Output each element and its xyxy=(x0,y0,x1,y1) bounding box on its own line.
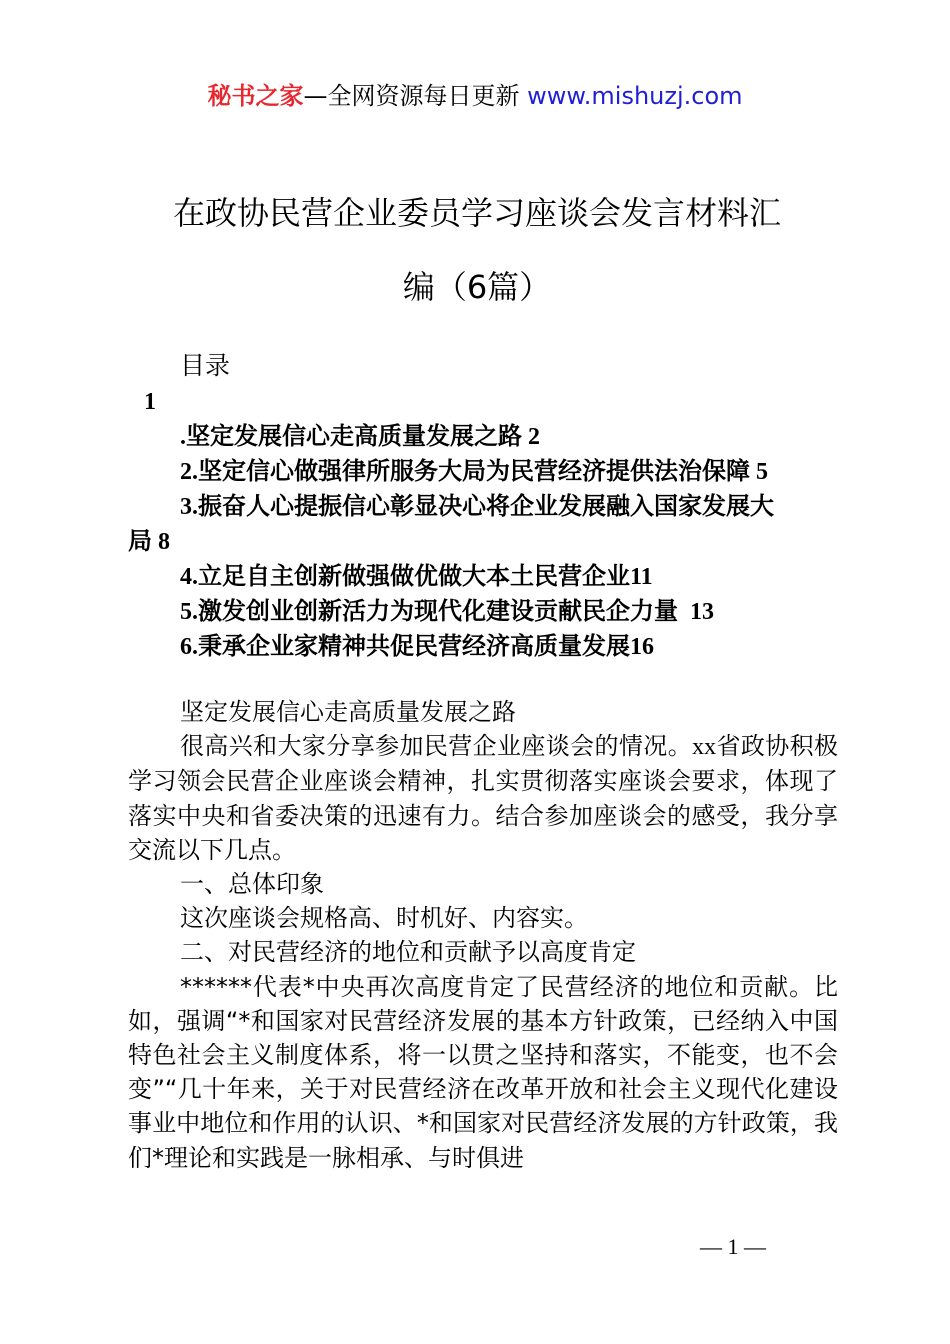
section-title: 坚定发展信心走高质量发展之路 xyxy=(180,698,516,726)
toc-item-page: 11 xyxy=(630,564,653,590)
toc-item-page: 5 xyxy=(750,459,768,485)
toc-item-4[interactable] xyxy=(128,559,848,594)
toc-item-prefix: 2. xyxy=(180,459,198,485)
toc-item-6[interactable] xyxy=(128,629,848,664)
paragraph-impression: 这次座谈会规格高、时机好、内容实。 xyxy=(180,904,588,933)
toc-item-text-continued: 局 xyxy=(128,527,152,555)
site-header xyxy=(0,80,950,112)
paragraph-intro xyxy=(128,729,838,867)
toc-item-prefix: 4. xyxy=(180,564,198,590)
toc-item-page: 13 xyxy=(678,599,714,625)
toc-item-1[interactable] xyxy=(128,419,848,454)
paragraph-affirmation: ******代表*中央再次高度肯定了民营经济的地位和贡献。比如，强调“*和国家对民营经济发展的基本方针政策，已经纳入中国特色社会主义制度体系，将一以贯之坚持和落实，不能变，也不会变”“几十年来，关于对民营经济在改革开放和社会主义现代化建设事业中地位和作用的认识、*和国家对民营经济发展的方针政策，我们*理论和实践是一脉相承、与时俱进 xyxy=(128,972,838,1172)
site-url-link[interactable]: www.mishuzj.com xyxy=(527,82,743,110)
slogan: —全网资源每日更新 xyxy=(303,82,528,110)
toc-item-text: 立足自主创新做强做优做大本土民营企业 xyxy=(198,562,630,590)
title-line-2: 编（6篇） xyxy=(402,268,552,306)
table-of-contents xyxy=(128,385,848,664)
toc-item-3[interactable] xyxy=(128,489,848,524)
toc-item-prefix: 6. xyxy=(180,634,198,660)
page-number: — 1 — xyxy=(700,1234,766,1259)
toc-item-2[interactable] xyxy=(128,454,848,489)
toc-heading: 目录 xyxy=(180,351,231,380)
toc-first-number: 1 xyxy=(144,389,156,415)
heading-overall-impression: 一、总体印象 xyxy=(180,870,324,899)
brand-name: 秘书之家 xyxy=(207,82,304,110)
toc-item-page: 16 xyxy=(630,634,654,660)
toc-item-prefix: 3. xyxy=(180,494,198,520)
toc-item-text: 振奋人心提振信心彰显决心将企业发展融入国家发展大 xyxy=(198,492,774,520)
heading-affirmation: 二、对民营经济的地位和贡献予以高度肯定 xyxy=(180,938,636,967)
toc-item-prefix: . xyxy=(180,424,186,450)
document-body xyxy=(128,695,838,1175)
toc-item-3-continued[interactable] xyxy=(128,524,848,559)
document-title xyxy=(127,188,827,312)
toc-item-text: 坚定发展信心走高质量发展之路 xyxy=(186,422,522,450)
toc-item-page: 2 xyxy=(522,424,540,450)
title-line-1: 在政协民营企业委员学习座谈会发言材料汇 xyxy=(172,194,781,232)
province-placeholder: xx xyxy=(692,734,717,761)
toc-item-prefix: 5. xyxy=(180,599,198,625)
toc-item-text: 激发创业创新活力为现代化建设贡献民企力量 xyxy=(198,597,678,625)
toc-item-text: 秉承企业家精神共促民营经济高质量发展 xyxy=(198,632,630,660)
paragraph-intro-a: 很高兴和大家分享参加民营企业座谈会的情况。 xyxy=(180,732,693,761)
toc-item-text: 坚定信心做强律所服务大局为民营经济提供法治保障 xyxy=(198,457,750,485)
toc-item-5[interactable] xyxy=(128,594,848,629)
toc-item-page: 8 xyxy=(152,529,170,555)
paragraph-intro-b: 省政协积极学习领会民营企业座谈会精神，扎实贯彻落实座谈会要求，体现了落实中央和省委决策的迅速有力。结合参加座谈会的感受，我分享交流以下几点。 xyxy=(128,732,839,864)
